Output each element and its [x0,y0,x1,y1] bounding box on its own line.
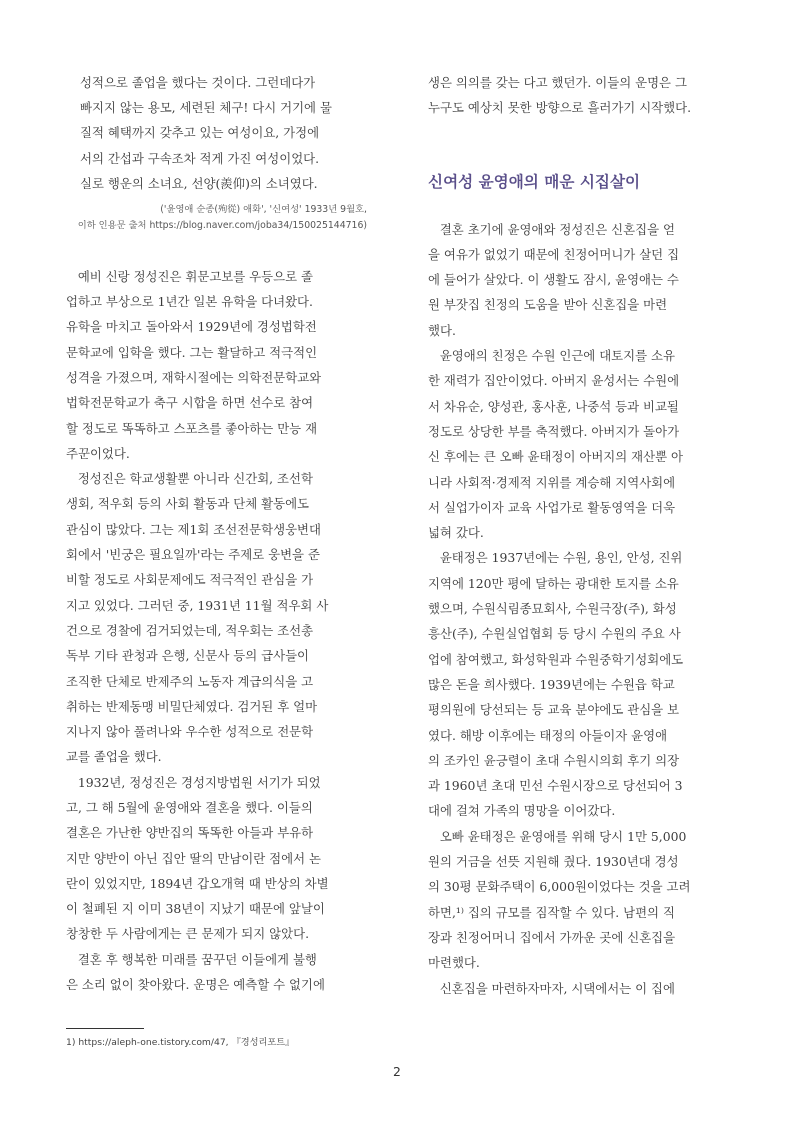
body-line: 신 후에는 큰 오빠 윤태정이 아버지의 재산뿐 아 [428,449,683,465]
body-line: 누구도 예상치 못한 방향으로 흘러가기 시작했다. [428,100,692,116]
body-line: 흥산(주), 수원실업협회 등 당시 수원의 주요 사 [428,626,681,642]
body-line: 평의원에 당선되는 등 교육 분야에도 관심을 보 [428,702,680,718]
quote-line: 빠지지 않는 용모, 세련된 체구! 다시 거기에 물 [80,100,332,116]
right-body-text [428,217,730,1001]
body-line: 교를 졸업을 했다. [66,749,162,765]
left-body-text [66,264,367,998]
body-line: 했다. [428,322,456,338]
body-line: 원 부잣집 친정의 도움을 받아 신혼집을 마련 [428,297,668,313]
body-line: 지나지 않아 풀려나와 우수한 성적으로 전문학 [66,724,314,740]
body-line: 을 여유가 없었기 때문에 친정어머니가 살던 집 [428,246,680,262]
body-line: 정도로 상당한 부를 축적했다. 아버지가 돌아가 [428,423,680,439]
body-line: 문학교에 입학을 했다. 그는 활달하고 적극적인 [66,344,318,360]
body-line: 이 철폐된 지 이미 38년이 지났기 때문에 앞날이 [66,901,325,917]
quote-line: 실로 행운의 소녀요, 선양(羨仰)의 소녀였다. [80,175,318,191]
body-line: 독부 기타 관청과 은행, 신문사 등의 급사들이 [66,648,310,664]
body-line: 신혼집을 마련하자마자, 시댁에서는 이 집에 [428,980,675,996]
source-line: ('윤영애 순종(殉從) 애화', '신여성' 1933년 9월호, [160,203,367,215]
footnote-divider [66,1028,144,1029]
body-line: 고, 그 해 5월에 윤영애와 결혼을 했다. 이들의 [66,799,313,815]
body-line: 1932년, 정성진은 경성지방법원 서기가 되었 [66,774,321,790]
body-line: 은 소리 없이 찾아왔다. 운명은 예측할 수 없기에 [66,977,325,993]
body-line: 생은 의의를 갖는 다고 했던가. 이들의 운명은 그 [428,75,687,90]
body-line: 서 차유순, 양성관, 홍사훈, 나중석 등과 비교될 [428,398,679,414]
quote-line: 서의 간섭과 구속조차 적게 가진 여성이었다. [80,150,320,166]
body-line: 하면,¹⁾ 집의 규모를 짐작할 수 있다. 남편의 직 [428,904,675,920]
body-line: 마련했다. [428,955,480,971]
body-line: 였다. 해방 이후에는 태정의 아들이자 윤영애 [428,727,668,743]
body-line: 윤태정은 1937년에는 수원, 용인, 안성, 진위 [428,550,683,566]
body-line: 업에 참여했고, 화성학원과 수원중학기성회에도 [428,651,684,667]
right-column [428,70,730,1001]
body-line: 결혼 초기에 윤영애와 정성진은 신혼집을 얻 [428,221,675,237]
body-line: 법학전문학교가 축구 시합을 하면 선수로 참여 [66,395,314,411]
body-line: 지역에 120만 평에 달하는 광대한 토지를 소유 [428,575,679,591]
body-line: 장과 친정어머니 집에서 가까운 곳에 신혼집을 [428,929,676,945]
body-line: 했으며, 수원식림종묘회사, 수원극장(주), 화성 [428,601,677,617]
body-line: 예비 신랑 정성진은 휘문고보를 우등으로 졸 [66,268,313,284]
body-line: 서 실업가이자 교육 사업가로 활동영역을 더욱 [428,499,676,515]
body-line: 할 정도로 똑똑하고 스포츠를 좋아하는 만능 재 [66,420,318,436]
quote-line: 질적 혜택까지 갖추고 있는 여성이요, 가정에 [80,125,320,141]
right-intro-text [428,70,730,121]
body-line: 업하고 부상으로 1년간 일본 유학을 다녀왔다. [66,294,313,310]
body-line: 건으로 경찰에 검거되었는데, 적우회는 조선총 [66,622,314,638]
quote-source [66,202,367,235]
source-line: 이하 인용문 출처 https://blog.naver.com/joba34/150025144716) [77,220,367,232]
body-line: 결혼은 가난한 양반집의 똑똑한 아들과 부유하 [66,825,314,841]
body-line: 유학을 마치고 돌아와서 1929년에 경성법학전 [66,319,317,335]
body-line: 니라 사회적·경제적 지위를 계승해 지역사회에 [428,474,676,490]
left-column [66,70,367,997]
body-line: 지고 있었다. 그러던 중, 1931년 11월 적우회 사 [66,597,329,613]
body-line: 조직한 단체로 반제주의 노동자 계급의식을 고 [66,673,314,689]
body-line: 취하는 반제동맹 비밀단체였다. 검거된 후 얼마 [66,698,318,714]
body-line: 의 30평 문화주택이 6,000원이었다는 것을 고려 [428,879,691,895]
section-title: 신여성 윤영애의 매운 시집살이 [428,172,641,191]
body-line: 에 들어가 살았다. 이 생활도 잠시, 윤영애는 수 [428,272,679,288]
body-line: 지만 양반이 아닌 집안 딸의 만남이란 점에서 논 [66,850,321,866]
body-line: 과 1960년 초대 민선 수원시장으로 당선되어 3 [428,778,683,794]
quote-line: 성적으로 졸업을 했다는 것이다. 그런데다가 [80,75,316,90]
body-line: 성격을 가졌으며, 재학시절에는 의학전문학교와 [66,369,322,385]
body-line: 관심이 많았다. 그는 제1회 조선전문학생웅변대 [66,521,321,537]
body-line: 한 재력가 집안이었다. 아버지 윤성서는 수원에 [428,373,680,389]
body-line: 정성진은 학교생활뿐 아니라 신간회, 조선학 [66,471,313,487]
body-line: 비할 정도로 사회문제에도 적극적인 관심을 가 [66,572,314,588]
body-line: 창창한 두 사람에게는 큰 문제가 되지 않았다. [66,926,310,942]
body-line: 회에서 '빈궁은 필요일까'라는 주제로 웅변을 준 [66,547,320,563]
body-line: 주꾼이었다. [66,445,130,461]
footnote: 1) https://aleph-one.tistory.com/47, 『경성리포트』 [66,1037,295,1048]
quote-block [80,70,367,196]
body-line: 윤영애의 친정은 수원 인근에 대토지를 소유 [428,348,675,364]
body-line: 원의 거금을 선뜻 지원해 줬다. 1930년대 경성 [428,854,679,870]
body-line: 오빠 윤태정은 윤영애를 위해 당시 1만 5,000 [428,828,687,844]
body-line: 란이 있었지만, 1894년 갑오개혁 때 반상의 차별 [66,875,329,891]
body-line: 생회, 적우회 등의 사회 활동과 단체 활동에도 [66,496,310,512]
body-line: 대에 걸쳐 가족의 명망을 이어갔다. [428,803,616,819]
body-line: 많은 돈을 희사했다. 1939년에는 수원읍 학교 [428,676,675,692]
body-line: 의 조카인 윤긍렬이 초대 수원시의회 후기 의장 [428,752,680,768]
body-line: 넓혀 갔다. [428,525,484,541]
page-number: 2 [393,1064,401,1079]
body-line: 결혼 후 행복한 미래를 꿈꾸던 이들에게 불행 [66,951,317,967]
